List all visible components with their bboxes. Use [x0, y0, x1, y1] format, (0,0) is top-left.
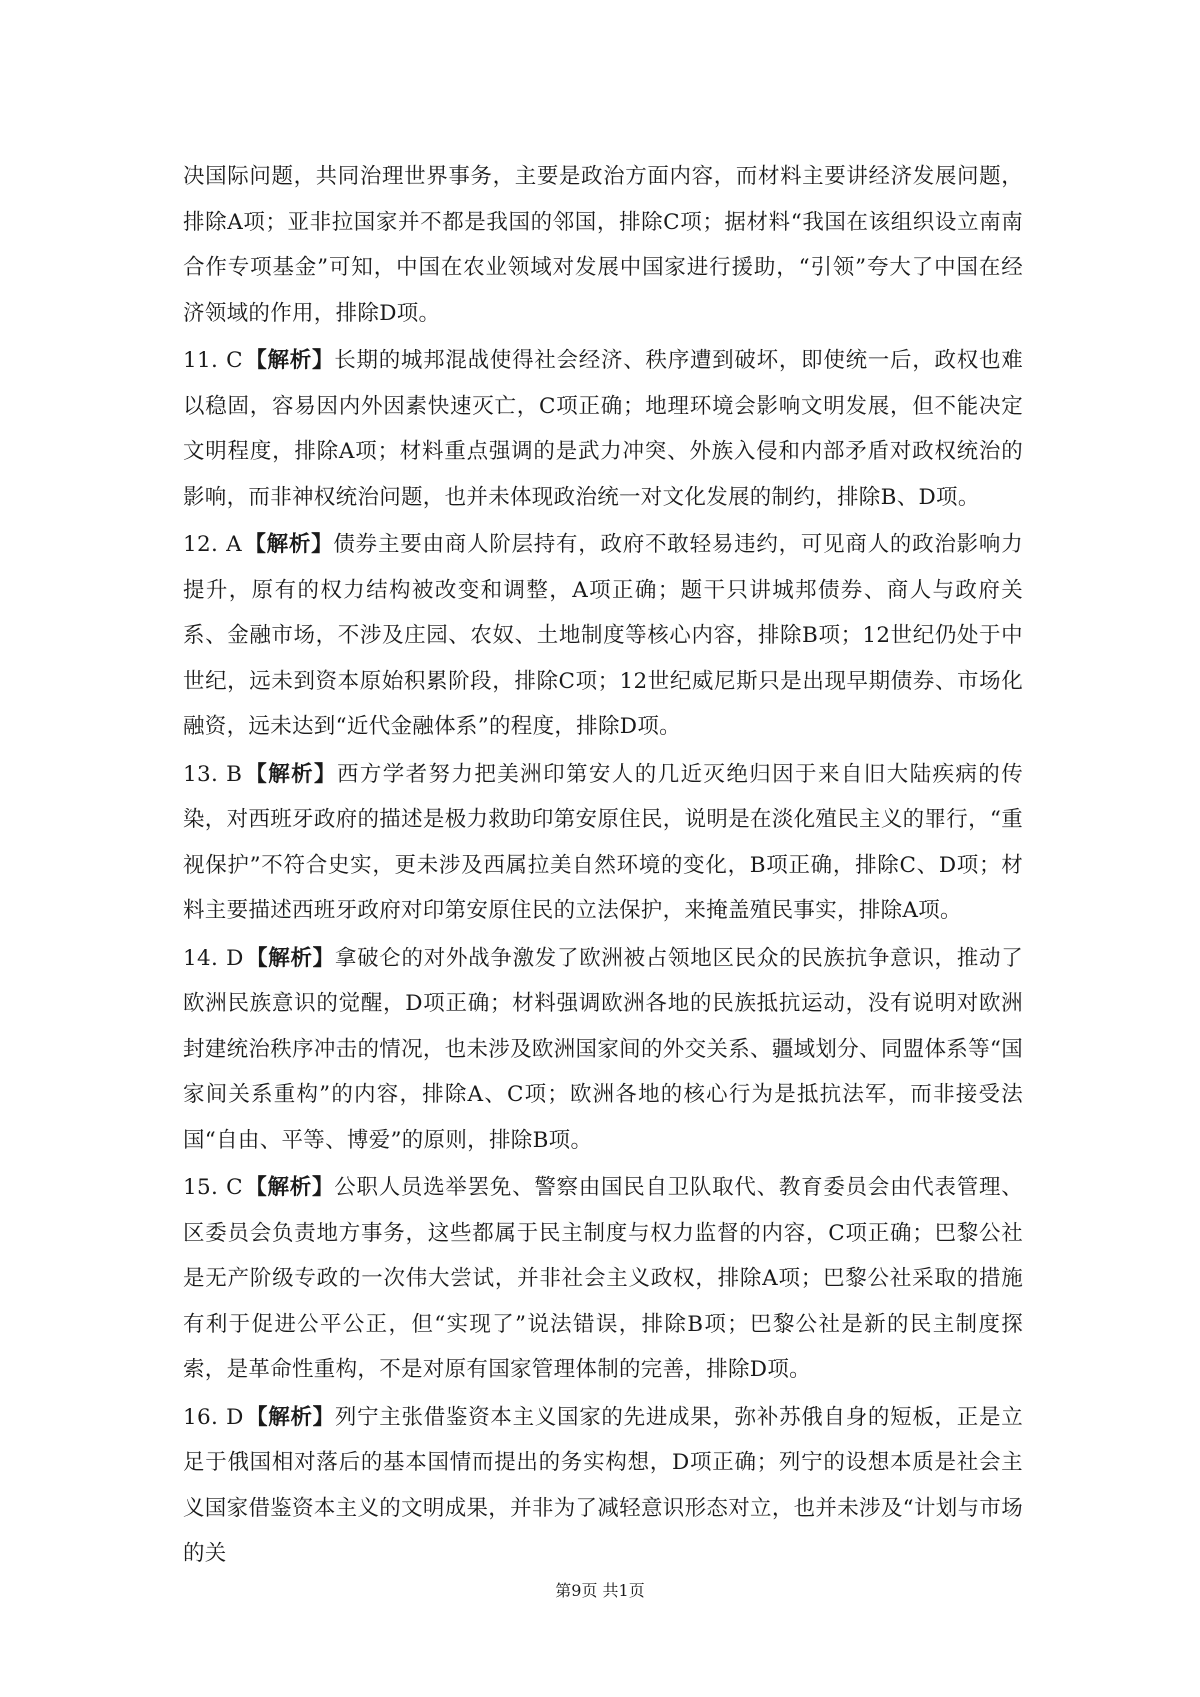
paragraph-text: 公职人员选举罢免、警察由国民自卫队取代、教育委员会由代表管理、区委员会负责地方事务，这些都属于民主制度与权力监督的内容，C项正确；巴黎公社是无产阶级专政的一次伟大尝试，并非社会主义政权，排除A项；巴黎公社采取的措施有利于促进公平公正，但“实现了”说法错误，排除B项；巴黎公社是新的民主制度探索，是革命性重构，不是对原有国家管理体制的完善，排除D项。 [183, 1175, 1024, 1382]
answer-letter: B [226, 761, 243, 787]
paragraph-continuation [183, 154, 1023, 336]
answer-item-11 [183, 338, 1023, 520]
answer-item-12 [183, 522, 1023, 750]
paragraph-text: 列宁主张借鉴资本主义国家的先进成果，弥补苏俄自身的短板，正是立足于俄国相对落后的基本国情而提出的务实构想，D项正确；列宁的设想本质是社会主义国家借鉴资本主义的文明成果，并非为了减轻意识形态对立，也并未涉及“计划与市场的关 [183, 1404, 1023, 1566]
paragraph-text: 拿破仑的对外战争激发了欧洲被占领地区民众的民族抗争意识，推动了欧洲民族意识的觉醒，D项正确；材料强调欧洲各地的民族抵抗运动，没有说明对欧洲封建统治秩序冲击的情况，也未涉及欧洲国家间的外交关系、疆域划分、同盟体系等“国家间关系重构”的内容，排除A、C项；欧洲各地的核心行为是抵抗法军，而非接受法国“自由、平等、博爱”的原则，排除B项。 [183, 945, 1023, 1153]
question-number: 12. [183, 532, 219, 557]
paragraph-text: 长期的城邦混战使得社会经济、秩序遭到破坏，即使统一后，政权也难以稳固，容易因内外因素快速灭亡，C项正确；地理环境会影响文明发展，但不能决定文明程度，排除A项；材料重点强调的是武力冲突、外族入侵和内部矛盾对政权统治的影响，而非神权统治问题，也并未体现政治统一对文化发展的制约，排除B、D项。 [183, 348, 1024, 510]
answer-item-13 [183, 752, 1023, 934]
question-number: 11. [183, 348, 219, 373]
question-number: 16. [183, 1404, 219, 1430]
paragraph-text: 债券主要由商人阶层持有，政府不敢轻易违约，可见商人的政治影响力提升，原有的权力结构被改变和调整，A项正确；题干只讲城邦债券、商人与政府关系、金融市场，不涉及庄园、农奴、土地制度等核心内容，排除B项；12世纪仍处于中世纪，远未到资本原始积累阶段，排除C项；12世纪威尼斯只是出现早期债券、市场化融资，远未达到“近代金融体系”的程度，排除D项。 [183, 532, 1023, 739]
paragraph-text: 西方学者努力把美洲印第安人的几近灭绝归因于来自旧大陆疾病的传染，对西班牙政府的描述是极力救助印第安原住民，说明是在淡化殖民主义的罪行，“重视保护”不符合史实，更未涉及西属拉美自然环境的变化，B项正确，排除C、D项；材料主要描述西班牙政府对印第安原住民的立法保护，来掩盖殖民事实，排除A项。 [183, 761, 1023, 923]
answer-letter: C [226, 348, 243, 373]
analysis-tag: 【解析】 [244, 761, 337, 787]
paragraph-text: 决国际问题，共同治理世界事务，主要是政治方面内容，而材料主要讲经济发展问题，排除A项；亚非拉国家并不都是我国的邻国，排除C项；据材料“我国在该组织设立南南合作专项基金”可知，中国在农业领域对发展中国家进行援助，“引领”夸大了中国在经济领域的作用，排除D项。 [183, 164, 1023, 326]
analysis-tag: 【解析】 [244, 348, 335, 373]
question-number: 13. [183, 761, 219, 787]
analysis-tag: 【解析】 [245, 1404, 335, 1430]
question-number: 15. [183, 1175, 219, 1200]
page-footer: 第9页 共1页 [555, 1581, 645, 1600]
analysis-tag: 【解析】 [244, 1175, 335, 1200]
answer-item-15 [183, 1165, 1023, 1393]
answer-letter: D [226, 945, 244, 971]
answer-explanations [183, 154, 1023, 1579]
answer-letter: C [226, 1175, 243, 1200]
answer-item-14 [183, 936, 1023, 1164]
analysis-tag: 【解析】 [243, 532, 334, 557]
answer-letter: A [226, 532, 242, 557]
answer-item-16 [183, 1395, 1023, 1577]
question-number: 14. [183, 945, 219, 971]
analysis-tag: 【解析】 [245, 945, 335, 971]
answer-letter: D [226, 1404, 244, 1430]
